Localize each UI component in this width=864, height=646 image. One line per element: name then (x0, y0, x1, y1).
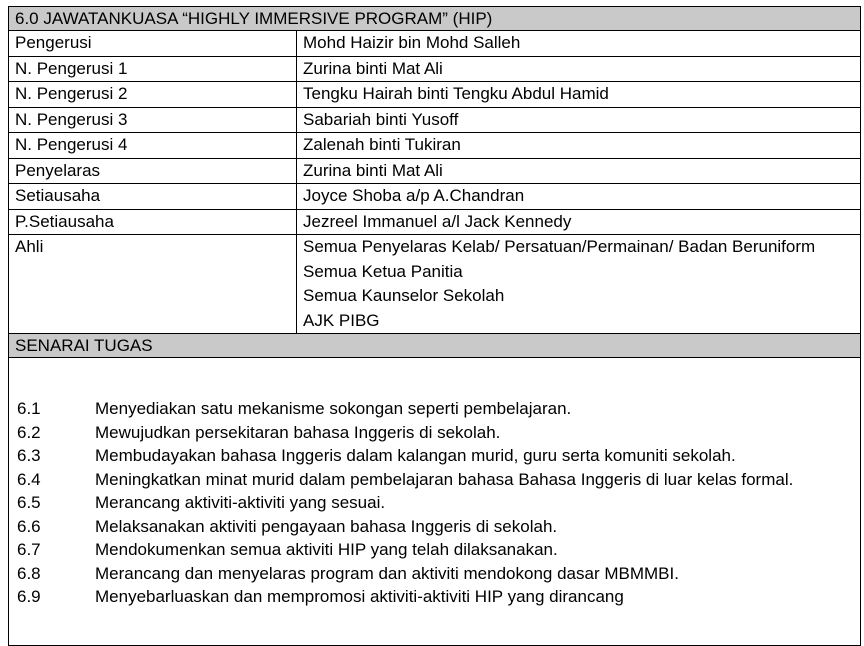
duty-text: Membudayakan bahasa Inggeris dalam kalangan murid, guru serta komuniti sekolah. (95, 446, 736, 466)
name-cell: Zalenah binti Tukiran (297, 133, 861, 159)
committee-header-row (9, 7, 861, 31)
committee-document (8, 6, 861, 646)
table-row (9, 209, 861, 235)
duty-number: 6.2 (17, 422, 41, 442)
name-cell: Joyce Shoba a/p A.Chandran (297, 184, 861, 210)
role-cell: N. Pengerusi 1 (9, 56, 297, 82)
table-row (9, 184, 861, 210)
name-cell: Jezreel Immanuel a/l Jack Kennedy (297, 209, 861, 235)
table-row (9, 107, 861, 133)
table-row (9, 82, 861, 108)
duty-text: Melaksanakan aktiviti pengayaan bahasa Inggeris di sekolah. (95, 516, 558, 536)
list-item (9, 563, 795, 585)
name-cell: Tengku Hairah binti Tengku Abdul Hamid (297, 82, 861, 108)
list-item (9, 469, 795, 491)
role-cell: P.Setiausaha (9, 209, 297, 235)
duty-number: 6.6 (17, 516, 41, 536)
members-label: Ahli (9, 235, 297, 334)
duty-text: Mendokumenkan semua aktiviti HIP yang telah dilaksanakan. (95, 540, 558, 560)
members-row (9, 235, 861, 334)
list-item (9, 492, 795, 514)
member-item: AJK PIBG (303, 310, 380, 330)
role-cell: Pengerusi (9, 31, 297, 57)
list-item (9, 586, 795, 608)
duty-number: 6.5 (17, 493, 41, 513)
role-cell: N. Pengerusi 3 (9, 107, 297, 133)
duties-title: SENARAI TUGAS (9, 334, 861, 358)
member-item: Semua Kaunselor Sekolah (303, 286, 505, 306)
list-item (9, 539, 795, 561)
role-cell: Penyelaras (9, 158, 297, 184)
list-item (9, 398, 795, 420)
name-cell: Mohd Haizir bin Mohd Salleh (297, 31, 861, 57)
members-cell (297, 235, 861, 334)
duties-box (8, 358, 861, 646)
role-cell: Setiausaha (9, 184, 297, 210)
table-row (9, 158, 861, 184)
duty-text: Merancang dan menyelaras program dan aktiviti mendokong dasar MBMMBI. (95, 563, 679, 583)
table-row (9, 56, 861, 82)
duty-number: 6.8 (17, 563, 41, 583)
duty-number: 6.9 (17, 587, 41, 607)
table-row (9, 31, 861, 57)
committee-table (8, 6, 861, 358)
list-item (9, 422, 795, 444)
table-row (9, 133, 861, 159)
name-cell: Zurina binti Mat Ali (297, 56, 861, 82)
list-item (9, 445, 795, 467)
duty-text: Menyediakan satu mekanisme sokongan seperti pembelajaran. (95, 399, 572, 419)
duties-list (9, 398, 795, 608)
member-item: Semua Ketua Panitia (303, 261, 463, 281)
role-cell: N. Pengerusi 2 (9, 82, 297, 108)
member-item: Semua Penyelaras Kelab/ Persatuan/Permainan/ Badan Beruniform (303, 237, 816, 256)
duty-number: 6.1 (17, 399, 41, 419)
duties-header-row (9, 334, 861, 358)
duty-number: 6.3 (17, 446, 41, 466)
name-cell: Zurina binti Mat Ali (297, 158, 861, 184)
name-cell: Sabariah binti Yusoff (297, 107, 861, 133)
committee-title: 6.0 JAWATANKUASA “HIGHLY IMMERSIVE PROGRAM” (HIP) (9, 7, 861, 31)
duty-text: Meningkatkan minat murid dalam pembelajaran bahasa Bahasa Inggeris di luar kelas formal. (95, 469, 794, 489)
list-item (9, 516, 795, 538)
duty-text: Mewujudkan persekitaran bahasa Inggeris di sekolah. (95, 422, 501, 442)
duty-number: 6.7 (17, 540, 41, 560)
duty-number: 6.4 (17, 469, 41, 489)
duty-text: Merancang aktiviti-aktiviti yang sesuai. (95, 493, 386, 513)
duty-text: Menyebarluaskan dan mempromosi aktiviti-aktiviti HIP yang dirancang (95, 587, 624, 607)
role-cell: N. Pengerusi 4 (9, 133, 297, 159)
